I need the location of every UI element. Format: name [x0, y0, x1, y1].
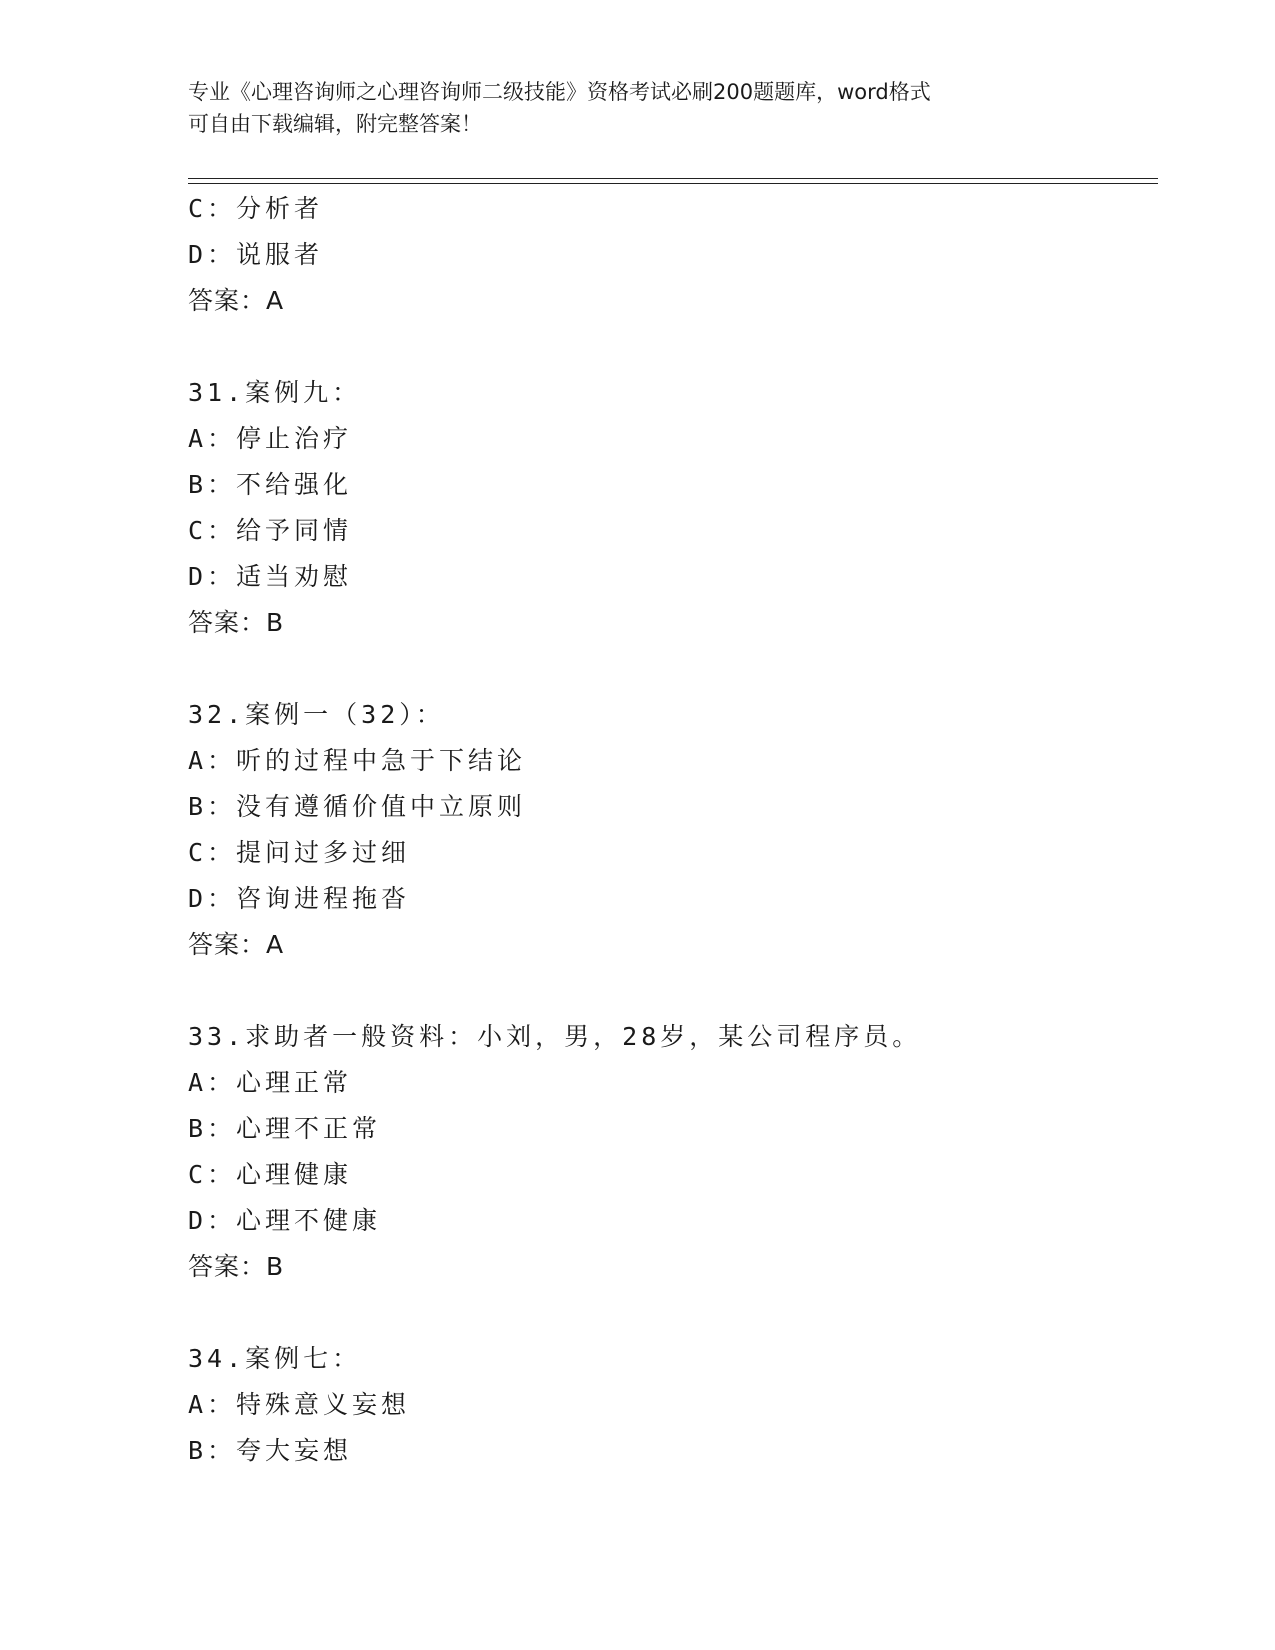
- answer-line: 答案：A: [188, 286, 285, 315]
- question-line: D：咨询进程拖沓: [188, 884, 411, 913]
- header-line-2: 可自由下载编辑，附完整答案！: [188, 112, 482, 136]
- question-line: D：说服者: [188, 240, 324, 269]
- question-line: 32.案例一（32）：: [188, 700, 445, 729]
- question-line: D：适当劝慰: [188, 562, 353, 591]
- answer-line: 答案：B: [188, 1252, 285, 1281]
- question-line: C：给予同情: [188, 516, 353, 545]
- spacer: [188, 1290, 1158, 1336]
- document-header: [188, 76, 1088, 140]
- question-line: B：没有遵循价值中立原则: [188, 792, 527, 821]
- answer-line: 答案：B: [188, 608, 285, 637]
- answer-line: 答案：A: [188, 930, 285, 959]
- header-divider-bottom: [188, 183, 1158, 184]
- question-line: A：心理正常: [188, 1068, 353, 1097]
- question-line: 34.案例七：: [188, 1344, 362, 1373]
- question-line: C：分析者: [188, 194, 324, 223]
- question-line: A：听的过程中急于下结论: [188, 746, 527, 775]
- question-line: 31.案例九：: [188, 378, 362, 407]
- question-line: C：心理健康: [188, 1160, 353, 1189]
- question-line: 33.求助者一般资料：小刘，男，28岁，某公司程序员。: [188, 1022, 922, 1051]
- question-line: A：停止治疗: [188, 424, 353, 453]
- spacer: [188, 646, 1158, 692]
- question-line: D：心理不健康: [188, 1206, 382, 1235]
- question-line: B：夸大妄想: [188, 1436, 353, 1465]
- spacer: [188, 968, 1158, 1014]
- question-line: A：特殊意义妄想: [188, 1390, 411, 1419]
- question-list: [188, 186, 1158, 1474]
- question-line: B：心理不正常: [188, 1114, 382, 1143]
- spacer: [188, 324, 1158, 370]
- header-line-1: 专业《心理咨询师之心理咨询师二级技能》资格考试必刷200题题库，word格式: [188, 80, 931, 104]
- header-divider-top: [188, 178, 1158, 179]
- question-line: C：提问过多过细: [188, 838, 411, 867]
- question-line: B：不给强化: [188, 470, 353, 499]
